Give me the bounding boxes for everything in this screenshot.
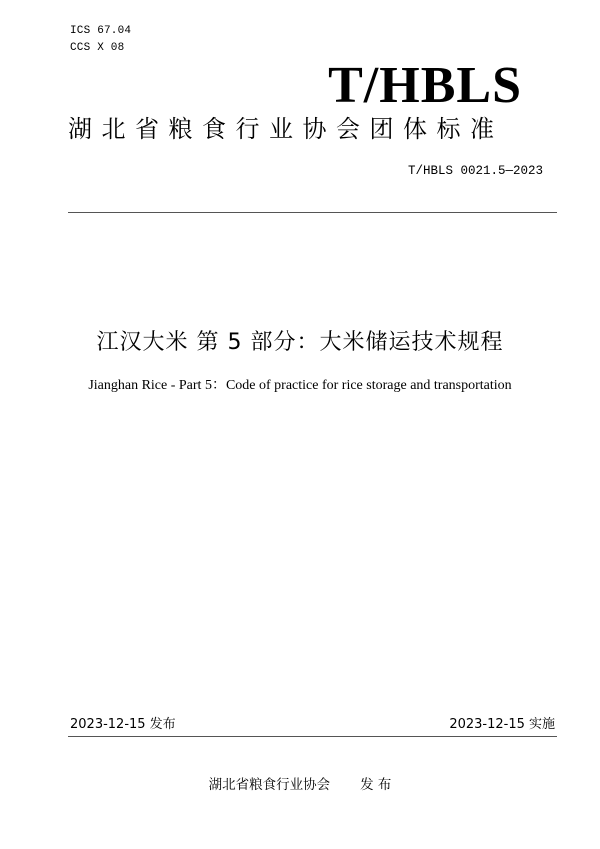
organization-standard-title: 湖北省粮食行业协会团体标准 (68, 115, 504, 143)
ics-code: ICS 67.04 (70, 25, 132, 37)
ccs-code: CCS X 08 (70, 42, 125, 54)
standard-number: T/HBLS 0021.5—2023 (407, 164, 543, 178)
implementation-date: 2023-12-15 实施 (449, 717, 555, 732)
publisher-line (0, 776, 600, 794)
bottom-divider (68, 736, 557, 737)
top-divider (68, 212, 557, 213)
issue-date: 2023-12-15 发布 (70, 717, 176, 732)
standard-logo: T/HBLS (328, 57, 522, 114)
document-title-english: Jianghan Rice - Part 5：Code of practice for rice storage and transportation (88, 378, 512, 393)
publish-action: 发 布 (360, 777, 392, 793)
document-title-chinese: 江汉大米 第 5 部分：大米储运技术规程 (96, 330, 504, 355)
publisher-name: 湖北省粮食行业协会 (208, 777, 331, 793)
